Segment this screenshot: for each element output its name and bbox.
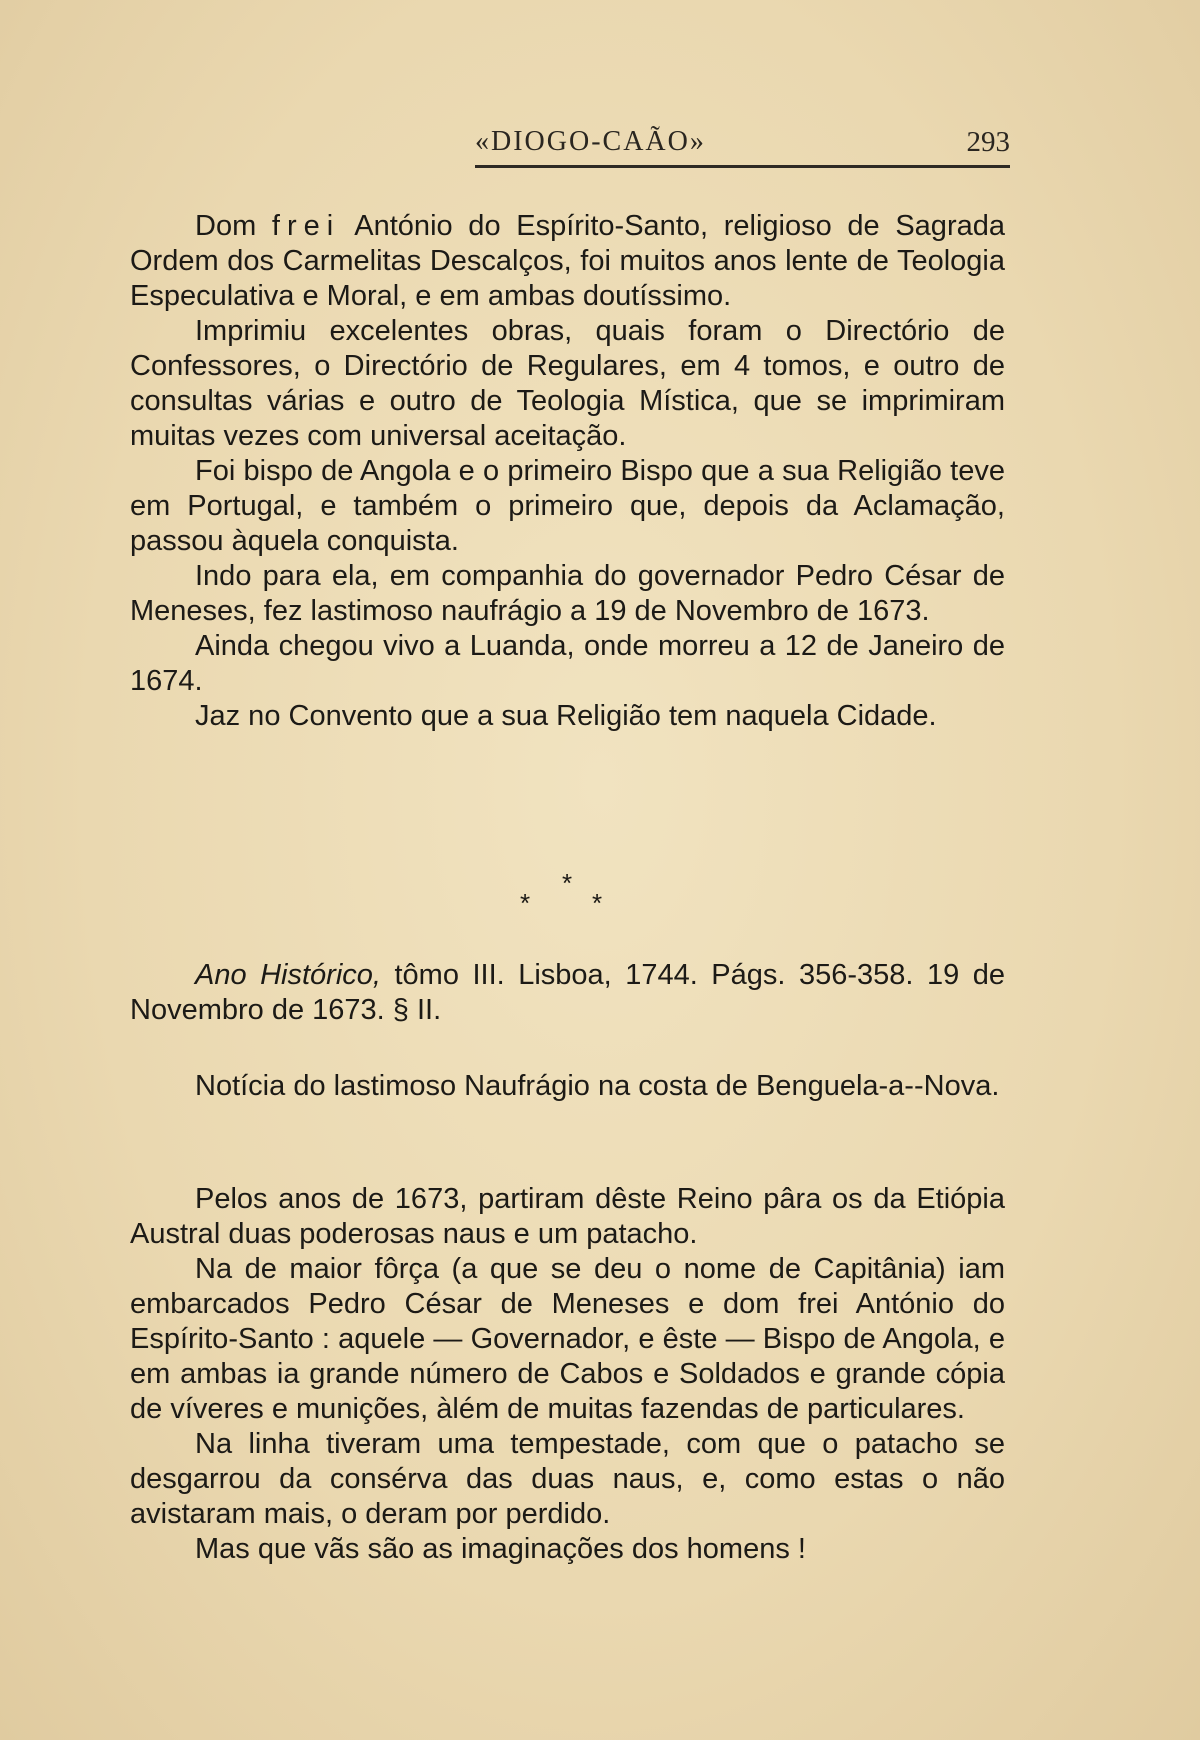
biography-section [130, 209, 1005, 734]
paragraph: Foi bispo de Angola e o primeiro Bispo que a sua Religião teve em Portugal, e também o primeiro que, depois da Aclamação, passou àquela conquista. [130, 455, 1005, 557]
paragraph: Na linha tiveram uma tempestade, com que o patacho se desgarrou da consérva das duas naus, e, como estas o não avistaram mais, o deram por perdido. [130, 1428, 1005, 1530]
source-title: Ano Histórico, [195, 959, 381, 991]
paragraph: Pelos anos de 1673, partiram dêste Reino pâra os da Etiópia Austral duas poderosas naus e um patacho. [130, 1183, 1005, 1250]
paragraph [130, 209, 1005, 314]
header-rule [475, 165, 1010, 168]
text-run: António do Espírito-Santo, religioso de Sagrada Ordem dos Carmelitas Descalços, foi muitos anos lente de Teologia Especulativa e Moral, e em ambas doutíssimo. [130, 210, 1005, 312]
paragraph: Jaz no Convento que a sua Religião tem naquela Cidade. [195, 700, 937, 732]
paragraph: Na de maior fôrça (a que se deu o nome de Capitânia) iam embarcados Pedro César de Meneses e dom frei António do Espírito-Santo : aquele — Governador, e êste — Bispo de Angola, e em ambas ia grande número de Cabos e Soldados e grande cópia de víveres e munições, àlém de muitas fazendas de particulares. [130, 1253, 1005, 1425]
text-run: tômo III. Lisboa, 1744. Págs. 356-358. 19 de Novembro de 1673. § II. [130, 959, 1005, 1026]
asterisk: * [592, 888, 603, 918]
paragraph [130, 958, 1005, 1028]
paragraph: Imprimiu excelentes obras, quais foram o Directório de Confessores, o Directório de Regulares, em 4 tomos, e outro de consultas várias e outro de Teologia Mística, que se imprimiram muitas vezes com universal aceitação. [130, 315, 1005, 452]
spaced-word: frei [271, 210, 341, 242]
running-title: «DIOGO-CAÃO» [475, 126, 706, 157]
notice-heading [130, 1069, 1005, 1104]
running-head [475, 126, 1010, 170]
text-run: Dom [195, 210, 272, 242]
page-number: 293 [966, 126, 1010, 158]
citation [130, 958, 1005, 1028]
asterism-separator [520, 868, 610, 928]
paragraph: Ainda chegou vivo a Luanda, onde morreu a 12 de Janeiro de 1674. [130, 630, 1005, 697]
paragraph: Mas que vãs são as imaginações dos homens ! [195, 1533, 806, 1565]
asterisk: * [520, 888, 531, 918]
narrative-section [130, 1182, 1005, 1567]
asterisk: * [562, 868, 573, 898]
paragraph: Notícia do lastimoso Naufrágio na costa de Benguela-a--Nova. [195, 1070, 1000, 1102]
paragraph: Indo para ela, em companhia do governador Pedro César de Meneses, fez lastimoso naufrágio a 19 de Novembro de 1673. [130, 560, 1005, 627]
